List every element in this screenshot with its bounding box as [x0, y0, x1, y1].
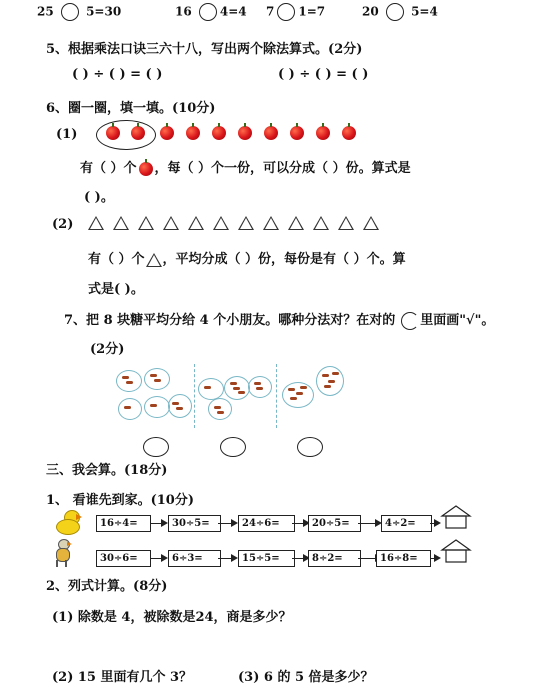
top-item-b: 5=30 [86, 4, 122, 19]
triangle-icon [113, 216, 129, 230]
candy [288, 388, 295, 391]
q6-p2-label: (2) [52, 217, 74, 232]
path-box: 8÷2= [308, 550, 361, 567]
q6-p2-text-b: ，平均分成（ ）份，每份是有（ ）个。算 [162, 252, 406, 267]
apple-icon [186, 126, 200, 140]
path-box: 6÷3= [168, 550, 221, 567]
candy [122, 376, 129, 379]
divider [276, 364, 277, 428]
candy [328, 380, 335, 383]
s3-title: 三、我会算。(18分) [46, 463, 168, 478]
q7-title-b: 里面画"√"。 [420, 313, 495, 328]
triangle-icon [138, 216, 154, 230]
arrow-head [161, 519, 168, 527]
candy [154, 379, 161, 382]
s3-q2-title: 2、列式计算。(8分) [46, 579, 168, 594]
path-box: 4÷2= [381, 515, 432, 532]
q6-p1-text-a: 有（ ）个 [80, 161, 137, 176]
q7-title-a: 7、把 8 块糖平均分给 4 个小朋友。哪种分法对？在对的 [64, 313, 396, 328]
triangle-icon [238, 216, 254, 230]
top-item-a: 7 [266, 4, 275, 19]
q6-title: 6、圈一圈，填一填。(10分) [46, 101, 216, 116]
candy [230, 382, 237, 385]
circle-icon [401, 312, 419, 330]
triangle-icon [313, 216, 329, 230]
candy-figure [112, 364, 352, 430]
plate [282, 382, 314, 408]
triangle-icon [288, 216, 304, 230]
candy [238, 391, 245, 394]
answer-circle-c[interactable] [297, 437, 323, 457]
path-box: 30÷6= [96, 550, 151, 567]
candy [150, 404, 157, 407]
triangle-icon [263, 216, 279, 230]
candy [126, 381, 133, 384]
divider [194, 364, 195, 428]
candy [290, 397, 297, 400]
plate [208, 398, 232, 420]
q7-title [64, 309, 494, 330]
arrow-line [358, 558, 376, 559]
path-box: 16÷8= [376, 550, 431, 567]
top-item-b: 5=4 [411, 4, 438, 19]
candy [300, 386, 307, 389]
q5-formula-1: ( ) ÷ ( ) = ( ) [72, 67, 163, 82]
candy [150, 374, 157, 377]
candy [204, 386, 211, 389]
candy [124, 406, 131, 409]
arrow-head [231, 554, 238, 562]
arrow-line [218, 523, 232, 524]
apple-icon [212, 126, 226, 140]
candy [332, 372, 339, 375]
compare-circle[interactable] [61, 3, 79, 21]
compare-circle[interactable] [199, 3, 217, 21]
triangle-icon [363, 216, 379, 230]
candy [172, 402, 179, 405]
path-box: 15÷5= [238, 550, 295, 567]
q5-title: 5、根据乘法口诀三六十八，写出两个除法算式。(2分) [46, 42, 363, 57]
q6-p2-line2: 式是( )。 [88, 282, 144, 297]
top-item-a: 25 [37, 4, 54, 19]
apple-icon [316, 126, 330, 140]
q6-p2-line1 [88, 248, 406, 267]
arrow-line [358, 523, 376, 524]
s3-q1-title: 1、 看谁先到家。(10分) [46, 493, 194, 508]
candy [233, 387, 240, 390]
answer-circle-a[interactable] [143, 437, 169, 457]
duck-icon [52, 539, 74, 569]
top-item-b: 4=4 [219, 4, 247, 19]
q6-p1-text-b: ，每（ ）个一份，可以分成（ ）份。算式是 [154, 161, 411, 176]
q6-p1-label: (1) [56, 127, 78, 142]
plate [144, 396, 170, 418]
q6-p1-line1 [80, 157, 411, 176]
candy [254, 382, 261, 385]
apple-icon [264, 126, 278, 140]
q6-p2-text-a: 有（ ）个 [88, 252, 145, 267]
candy [296, 392, 303, 395]
compare-circle[interactable] [386, 3, 404, 21]
candy [176, 407, 183, 410]
q7-score: (2分) [90, 342, 125, 357]
drawn-circle [96, 120, 156, 150]
plate [118, 398, 142, 420]
arrow-line [218, 558, 232, 559]
top-item-a: 20 [362, 4, 379, 19]
candy [322, 374, 329, 377]
q6-p1-line2: ( )。 [84, 190, 114, 205]
house-icon [440, 538, 472, 564]
plate [168, 394, 192, 418]
plate [198, 378, 224, 400]
answer-circle-b[interactable] [220, 437, 246, 457]
triangle-icon [146, 253, 162, 267]
apple-icon [131, 126, 145, 140]
arrow-head [161, 554, 168, 562]
candy [256, 387, 263, 390]
s3-q2-2: (2) 15 里面有几个 3？ [52, 670, 193, 685]
top-item-b: 1=7 [298, 4, 326, 19]
path-box: 24÷6= [238, 515, 295, 532]
path-box: 20÷5= [308, 515, 361, 532]
apple-icon [290, 126, 304, 140]
triangle-icon [338, 216, 354, 230]
path-box: 30÷5= [168, 515, 221, 532]
triangle-row [88, 215, 388, 230]
q5-formula-2: ( ) ÷ ( ) = ( ) [278, 67, 369, 82]
triangle-icon [163, 216, 179, 230]
path-box: 16÷4= [96, 515, 151, 532]
apple-icon [139, 162, 153, 176]
candy [217, 411, 224, 414]
arrow-head [231, 519, 238, 527]
triangle-icon [88, 216, 104, 230]
house-icon [440, 504, 472, 530]
candy [324, 385, 331, 388]
triangle-icon [188, 216, 204, 230]
s3-q2-1: (1) 除数是 4，被除数是24，商是多少？ [52, 610, 292, 625]
top-item-a: 16 [175, 4, 192, 19]
candy [214, 406, 221, 409]
apple-icon [106, 126, 120, 140]
compare-circle[interactable] [277, 3, 295, 21]
chick-icon [56, 510, 82, 534]
apple-icon [238, 126, 252, 140]
apple-icon [342, 126, 356, 140]
s3-q2-3: (3) 6 的 5 倍是多少？ [238, 670, 374, 685]
triangle-icon [213, 216, 229, 230]
apple-icon [160, 126, 174, 140]
